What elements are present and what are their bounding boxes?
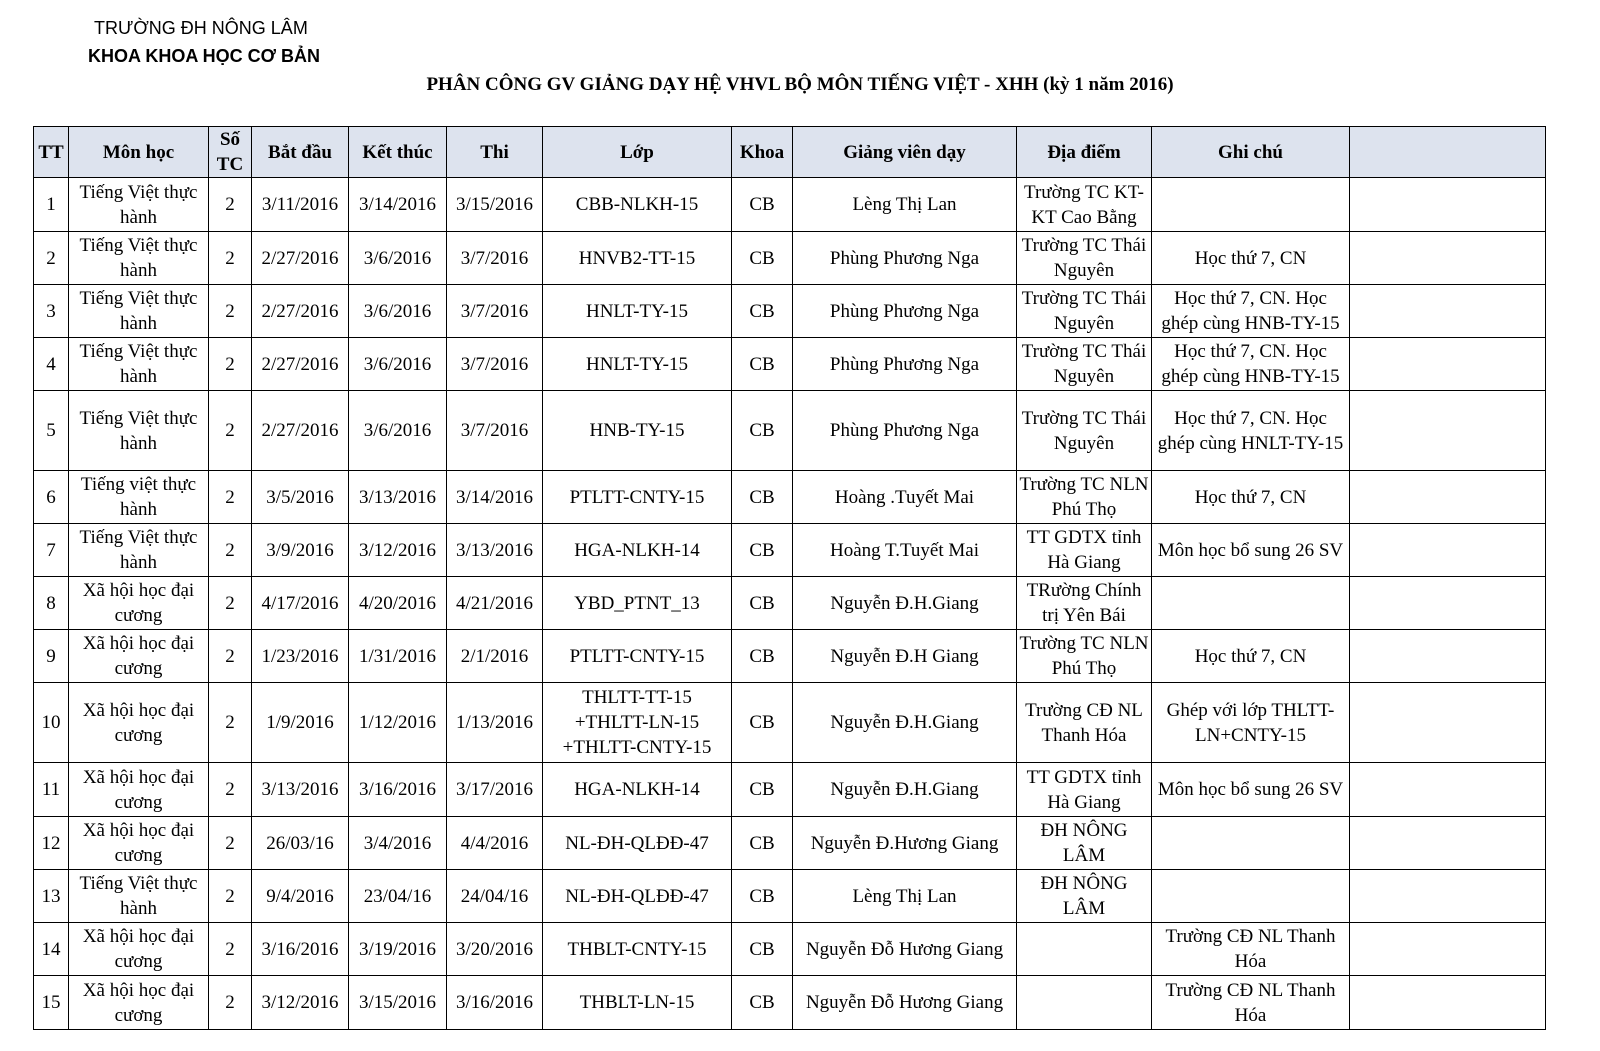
cell-subject: Tiếng Việt thực hành [69, 391, 209, 471]
cell-tt: 11 [34, 763, 69, 817]
cell-extra [1350, 870, 1546, 923]
column-header-faculty: Khoa [732, 127, 793, 178]
cell-class: PTLTT-CNTY-15 [543, 471, 732, 524]
cell-class: PTLTT-CNTY-15 [543, 630, 732, 683]
cell-lecturer: Nguyễn Đ.H Giang [793, 630, 1017, 683]
table-row [34, 391, 1546, 471]
table-header-row [34, 127, 1546, 178]
cell-exam-date: 3/7/2016 [447, 338, 543, 391]
cell-class: CBB-NLKH-15 [543, 178, 732, 232]
cell-exam-date: 3/13/2016 [447, 524, 543, 577]
cell-end-date: 23/04/16 [349, 870, 447, 923]
table-row [34, 232, 1546, 285]
cell-start-date: 2/27/2016 [252, 391, 349, 471]
cell-faculty: CB [732, 630, 793, 683]
cell-subject: Tiếng Việt thực hành [69, 524, 209, 577]
cell-start-date: 3/5/2016 [252, 471, 349, 524]
cell-class: HNLT-TY-15 [543, 338, 732, 391]
cell-extra [1350, 471, 1546, 524]
column-header-extra [1350, 127, 1546, 178]
cell-location: TT GDTX tỉnh Hà Giang [1017, 524, 1152, 577]
table-row [34, 285, 1546, 338]
cell-end-date: 3/6/2016 [349, 285, 447, 338]
cell-lecturer: Nguyễn Đ.H.Giang [793, 577, 1017, 630]
cell-subject: Tiếng Việt thực hành [69, 232, 209, 285]
cell-end-date: 3/14/2016 [349, 178, 447, 232]
cell-credits: 2 [209, 391, 252, 471]
cell-location: TRường Chính trị Yên Bái [1017, 577, 1152, 630]
column-header-class: Lớp [543, 127, 732, 178]
cell-end-date: 3/19/2016 [349, 923, 447, 976]
table-row [34, 870, 1546, 923]
cell-tt: 1 [34, 178, 69, 232]
cell-start-date: 2/27/2016 [252, 232, 349, 285]
cell-subject: Xã hội học đại cương [69, 577, 209, 630]
cell-tt: 7 [34, 524, 69, 577]
cell-start-date: 2/27/2016 [252, 338, 349, 391]
cell-note: Học thứ 7, CN. Học ghép cùng HNLT-TY-15 [1152, 391, 1350, 471]
cell-lecturer: Nguyễn Đ.H.Giang [793, 763, 1017, 817]
cell-start-date: 1/9/2016 [252, 683, 349, 763]
cell-location: Trường TC Thái Nguyên [1017, 391, 1152, 471]
cell-tt: 3 [34, 285, 69, 338]
cell-note: Môn học bổ sung 26 SV [1152, 763, 1350, 817]
table-row [34, 178, 1546, 232]
cell-note [1152, 817, 1350, 870]
cell-lecturer: Phùng Phương Nga [793, 338, 1017, 391]
cell-note: Ghép với lớp THLTT-LN+CNTY-15 [1152, 683, 1350, 763]
cell-faculty: CB [732, 763, 793, 817]
cell-credits: 2 [209, 817, 252, 870]
cell-location: Trường TC NLN Phú Thọ [1017, 630, 1152, 683]
cell-credits: 2 [209, 923, 252, 976]
cell-extra [1350, 285, 1546, 338]
cell-start-date: 9/4/2016 [252, 870, 349, 923]
column-header-location: Địa điểm [1017, 127, 1152, 178]
cell-start-date: 3/13/2016 [252, 763, 349, 817]
cell-tt: 12 [34, 817, 69, 870]
cell-note: Trường CĐ NL Thanh Hóa [1152, 976, 1350, 1030]
cell-class: THBLT-LN-15 [543, 976, 732, 1030]
cell-subject: Tiếng Việt thực hành [69, 285, 209, 338]
cell-note [1152, 870, 1350, 923]
cell-subject: Xã hội học đại cương [69, 976, 209, 1030]
cell-exam-date: 3/15/2016 [447, 178, 543, 232]
cell-class: NL-ĐH-QLĐĐ-47 [543, 817, 732, 870]
cell-extra [1350, 683, 1546, 763]
cell-exam-date: 1/13/2016 [447, 683, 543, 763]
cell-subject: Xã hội học đại cương [69, 630, 209, 683]
column-header-subject: Môn học [69, 127, 209, 178]
cell-subject: Xã hội học đại cương [69, 683, 209, 763]
cell-lecturer: Nguyễn Đ.H.Giang [793, 683, 1017, 763]
column-header-exam-date: Thi [447, 127, 543, 178]
cell-note: Học thứ 7, CN. Học ghép cùng HNB-TY-15 [1152, 285, 1350, 338]
cell-exam-date: 3/20/2016 [447, 923, 543, 976]
cell-note: Học thứ 7, CN. Học ghép cùng HNB-TY-15 [1152, 338, 1350, 391]
column-header-lecturer: Giảng viên dạy [793, 127, 1017, 178]
column-header-credits: Số TC [209, 127, 252, 178]
cell-tt: 10 [34, 683, 69, 763]
table-row [34, 763, 1546, 817]
cell-extra [1350, 391, 1546, 471]
cell-faculty: CB [732, 232, 793, 285]
cell-exam-date: 2/1/2016 [447, 630, 543, 683]
cell-note: Học thứ 7, CN [1152, 232, 1350, 285]
cell-start-date: 4/17/2016 [252, 577, 349, 630]
cell-class: HNB-TY-15 [543, 391, 732, 471]
cell-faculty: CB [732, 577, 793, 630]
cell-credits: 2 [209, 524, 252, 577]
cell-faculty: CB [732, 683, 793, 763]
column-header-note: Ghi chú [1152, 127, 1350, 178]
cell-exam-date: 3/14/2016 [447, 471, 543, 524]
cell-end-date: 3/13/2016 [349, 471, 447, 524]
cell-faculty: CB [732, 923, 793, 976]
cell-class: HGA-NLKH-14 [543, 524, 732, 577]
cell-faculty: CB [732, 285, 793, 338]
cell-note: Học thứ 7, CN [1152, 471, 1350, 524]
cell-start-date: 1/23/2016 [252, 630, 349, 683]
cell-location: Trường TC KT-KT Cao Bằng [1017, 178, 1152, 232]
table-row [34, 683, 1546, 763]
cell-location: Trường TC NLN Phú Thọ [1017, 471, 1152, 524]
table-row [34, 817, 1546, 870]
cell-credits: 2 [209, 630, 252, 683]
cell-end-date: 4/20/2016 [349, 577, 447, 630]
cell-subject: Tiếng Việt thực hành [69, 178, 209, 232]
cell-end-date: 1/12/2016 [349, 683, 447, 763]
cell-end-date: 3/6/2016 [349, 232, 447, 285]
cell-subject: Xã hội học đại cương [69, 817, 209, 870]
cell-start-date: 26/03/16 [252, 817, 349, 870]
cell-location: Trường CĐ NL Thanh Hóa [1017, 683, 1152, 763]
cell-credits: 2 [209, 976, 252, 1030]
cell-credits: 2 [209, 577, 252, 630]
assignment-table [33, 126, 1546, 1030]
cell-class: HNLT-TY-15 [543, 285, 732, 338]
cell-credits: 2 [209, 285, 252, 338]
cell-exam-date: 3/17/2016 [447, 763, 543, 817]
cell-exam-date: 3/7/2016 [447, 391, 543, 471]
cell-credits: 2 [209, 870, 252, 923]
cell-end-date: 1/31/2016 [349, 630, 447, 683]
cell-faculty: CB [732, 976, 793, 1030]
cell-faculty: CB [732, 178, 793, 232]
cell-location: Trường TC Thái Nguyên [1017, 232, 1152, 285]
cell-faculty: CB [732, 338, 793, 391]
cell-tt: 9 [34, 630, 69, 683]
cell-end-date: 3/4/2016 [349, 817, 447, 870]
cell-faculty: CB [732, 471, 793, 524]
cell-class: HNVB2-TT-15 [543, 232, 732, 285]
cell-lecturer: Phùng Phương Nga [793, 391, 1017, 471]
cell-class: THLTT-TT-15 +THLTT-LN-15 +THLTT-CNTY-15 [543, 683, 732, 763]
cell-tt: 13 [34, 870, 69, 923]
cell-start-date: 3/11/2016 [252, 178, 349, 232]
cell-extra [1350, 976, 1546, 1030]
cell-note [1152, 178, 1350, 232]
cell-tt: 5 [34, 391, 69, 471]
cell-class: YBD_PTNT_13 [543, 577, 732, 630]
cell-tt: 6 [34, 471, 69, 524]
cell-subject: Tiếng Việt thực hành [69, 338, 209, 391]
cell-credits: 2 [209, 683, 252, 763]
cell-extra [1350, 577, 1546, 630]
cell-extra [1350, 178, 1546, 232]
document-title: PHÂN CÔNG GV GIẢNG DẠY HỆ VHVL BỘ MÔN TIẾNG VIỆT - XHH (kỳ 1 năm 2016) [426, 74, 1174, 95]
cell-start-date: 2/27/2016 [252, 285, 349, 338]
cell-end-date: 3/15/2016 [349, 976, 447, 1030]
cell-location [1017, 976, 1152, 1030]
table-row [34, 524, 1546, 577]
column-header-start-date: Bắt đầu [252, 127, 349, 178]
cell-lecturer: Hoàng .Tuyết Mai [793, 471, 1017, 524]
cell-lecturer: Nguyễn Đ.Hương Giang [793, 817, 1017, 870]
cell-faculty: CB [732, 391, 793, 471]
cell-location [1017, 923, 1152, 976]
cell-exam-date: 3/7/2016 [447, 285, 543, 338]
cell-subject: Tiếng Việt thực hành [69, 870, 209, 923]
cell-credits: 2 [209, 338, 252, 391]
table-row [34, 471, 1546, 524]
cell-lecturer: Hoàng T.Tuyết Mai [793, 524, 1017, 577]
cell-location: ĐH NÔNG LÂM [1017, 870, 1152, 923]
cell-subject: Tiếng việt thực hành [69, 471, 209, 524]
cell-note: Trường CĐ NL Thanh Hóa [1152, 923, 1350, 976]
cell-class: NL-ĐH-QLĐĐ-47 [543, 870, 732, 923]
cell-tt: 14 [34, 923, 69, 976]
cell-exam-date: 4/4/2016 [447, 817, 543, 870]
cell-subject: Xã hội học đại cương [69, 923, 209, 976]
table-row [34, 338, 1546, 391]
cell-exam-date: 24/04/16 [447, 870, 543, 923]
cell-end-date: 3/6/2016 [349, 391, 447, 471]
cell-tt: 15 [34, 976, 69, 1030]
cell-extra [1350, 232, 1546, 285]
cell-tt: 2 [34, 232, 69, 285]
cell-subject: Xã hội học đại cương [69, 763, 209, 817]
cell-lecturer: Nguyễn Đỗ Hương Giang [793, 976, 1017, 1030]
cell-extra [1350, 923, 1546, 976]
table-row [34, 577, 1546, 630]
cell-location: ĐH NÔNG LÂM [1017, 817, 1152, 870]
table-row [34, 923, 1546, 976]
cell-extra [1350, 338, 1546, 391]
cell-lecturer: Lèng Thị Lan [793, 870, 1017, 923]
cell-exam-date: 3/16/2016 [447, 976, 543, 1030]
cell-note: Học thứ 7, CN [1152, 630, 1350, 683]
table-row [34, 976, 1546, 1030]
cell-class: HGA-NLKH-14 [543, 763, 732, 817]
faculty-name: KHOA KHOA HỌC CƠ BẢN [88, 46, 321, 66]
cell-start-date: 3/12/2016 [252, 976, 349, 1030]
cell-class: THBLT-CNTY-15 [543, 923, 732, 976]
cell-extra [1350, 524, 1546, 577]
cell-end-date: 3/12/2016 [349, 524, 447, 577]
cell-tt: 8 [34, 577, 69, 630]
cell-start-date: 3/9/2016 [252, 524, 349, 577]
cell-extra [1350, 817, 1546, 870]
school-name: TRƯỜNG ĐH NÔNG LÂM [94, 18, 308, 38]
column-header-end-date: Kết thúc [349, 127, 447, 178]
cell-lecturer: Lèng Thị Lan [793, 178, 1017, 232]
cell-lecturer: Phùng Phương Nga [793, 285, 1017, 338]
cell-location: TT GDTX tỉnh Hà Giang [1017, 763, 1152, 817]
cell-credits: 2 [209, 763, 252, 817]
cell-end-date: 3/6/2016 [349, 338, 447, 391]
cell-lecturer: Nguyễn Đỗ Hương Giang [793, 923, 1017, 976]
cell-exam-date: 3/7/2016 [447, 232, 543, 285]
cell-faculty: CB [732, 817, 793, 870]
column-header-tt: TT [34, 127, 69, 178]
cell-tt: 4 [34, 338, 69, 391]
cell-start-date: 3/16/2016 [252, 923, 349, 976]
cell-faculty: CB [732, 870, 793, 923]
cell-location: Trường TC Thái Nguyên [1017, 338, 1152, 391]
cell-extra [1350, 763, 1546, 817]
cell-end-date: 3/16/2016 [349, 763, 447, 817]
cell-credits: 2 [209, 471, 252, 524]
cell-credits: 2 [209, 232, 252, 285]
cell-lecturer: Phùng Phương Nga [793, 232, 1017, 285]
cell-credits: 2 [209, 178, 252, 232]
cell-note [1152, 577, 1350, 630]
cell-exam-date: 4/21/2016 [447, 577, 543, 630]
cell-extra [1350, 630, 1546, 683]
cell-faculty: CB [732, 524, 793, 577]
cell-location: Trường TC Thái Nguyên [1017, 285, 1152, 338]
table-row [34, 630, 1546, 683]
cell-note: Môn học bổ sung 26 SV [1152, 524, 1350, 577]
